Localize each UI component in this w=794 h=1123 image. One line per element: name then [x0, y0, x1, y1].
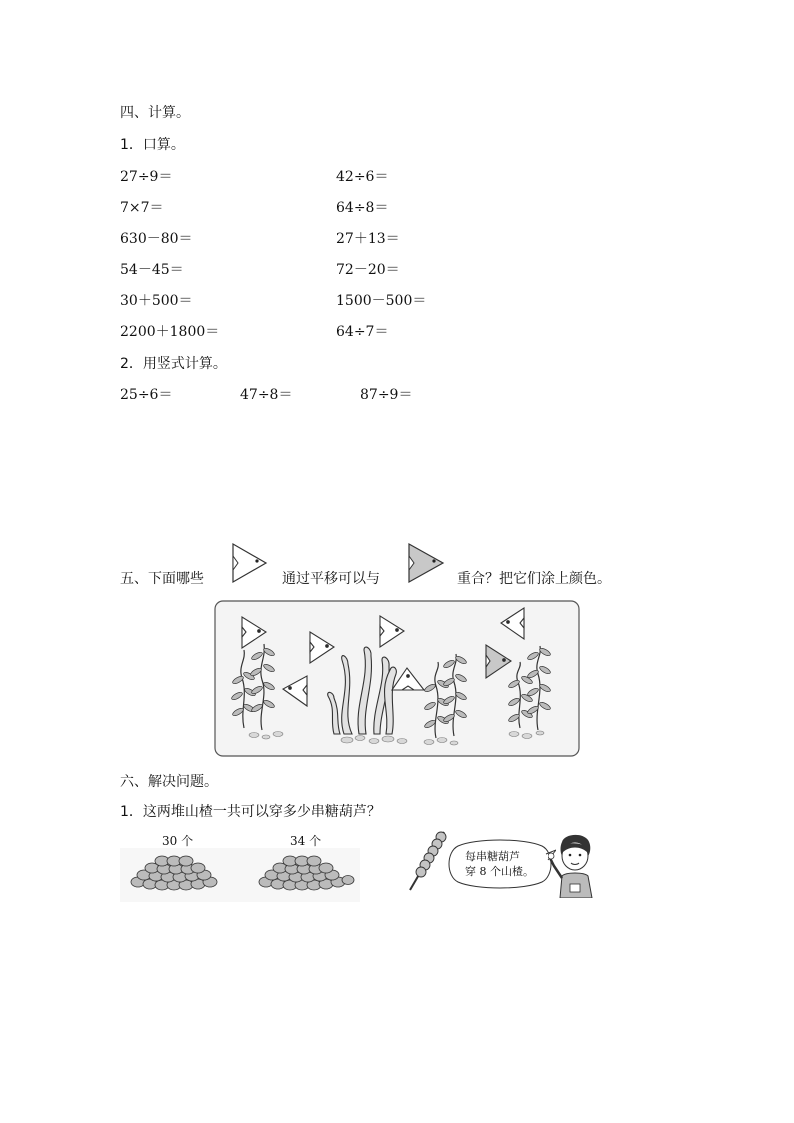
oral-item: 1500－500＝ [336, 293, 427, 309]
oral-item: 64÷8＝ [336, 200, 389, 216]
pile1-label: 30 个 [162, 834, 194, 848]
oral-item: 27＋13＝ [336, 231, 400, 247]
speech-line-1: 每串糖葫芦 [465, 850, 520, 863]
section5-text-a: 五、下面哪些 [120, 571, 204, 587]
vertical-item: 25÷6＝ [120, 387, 173, 403]
boy-figure [548, 832, 600, 898]
candied-haws-skewer-icon [404, 826, 452, 894]
q1-title: 1．口算。 [120, 137, 185, 153]
oral-item: 42÷6＝ [336, 169, 389, 185]
fish-shaded-icon [406, 542, 446, 584]
section5-text-c: 重合？把它们涂上颜色。 [457, 571, 611, 587]
oral-item: 2200＋1800＝ [120, 324, 220, 340]
pile2-label: 34 个 [290, 834, 322, 848]
oral-item: 630－80＝ [120, 231, 193, 247]
section6-q1: 1．这两堆山楂一共可以穿多少串糖葫芦？ [120, 804, 381, 820]
oral-item: 54－45＝ [120, 262, 184, 278]
oral-item: 27÷9＝ [120, 169, 173, 185]
vertical-item: 87÷9＝ [360, 387, 413, 403]
oral-item: 72－20＝ [336, 262, 400, 278]
q2-title: 2．用竖式计算。 [120, 356, 227, 372]
hawthorn-piles [120, 848, 360, 902]
vertical-item: 47÷8＝ [240, 387, 293, 403]
section4-title: 四、计算。 [120, 105, 190, 121]
oral-item: 30＋500＝ [120, 293, 193, 309]
oral-item: 64÷7＝ [336, 324, 389, 340]
section5-text-b: 通过平移可以与 [282, 571, 380, 587]
section6-title: 六、解决问题。 [120, 774, 218, 790]
aquarium-panel [214, 600, 580, 757]
speech-line-2: 穿 8 个山楂。 [465, 865, 534, 878]
oral-item: 7×7＝ [120, 200, 164, 216]
fish-outline-icon [230, 542, 270, 584]
